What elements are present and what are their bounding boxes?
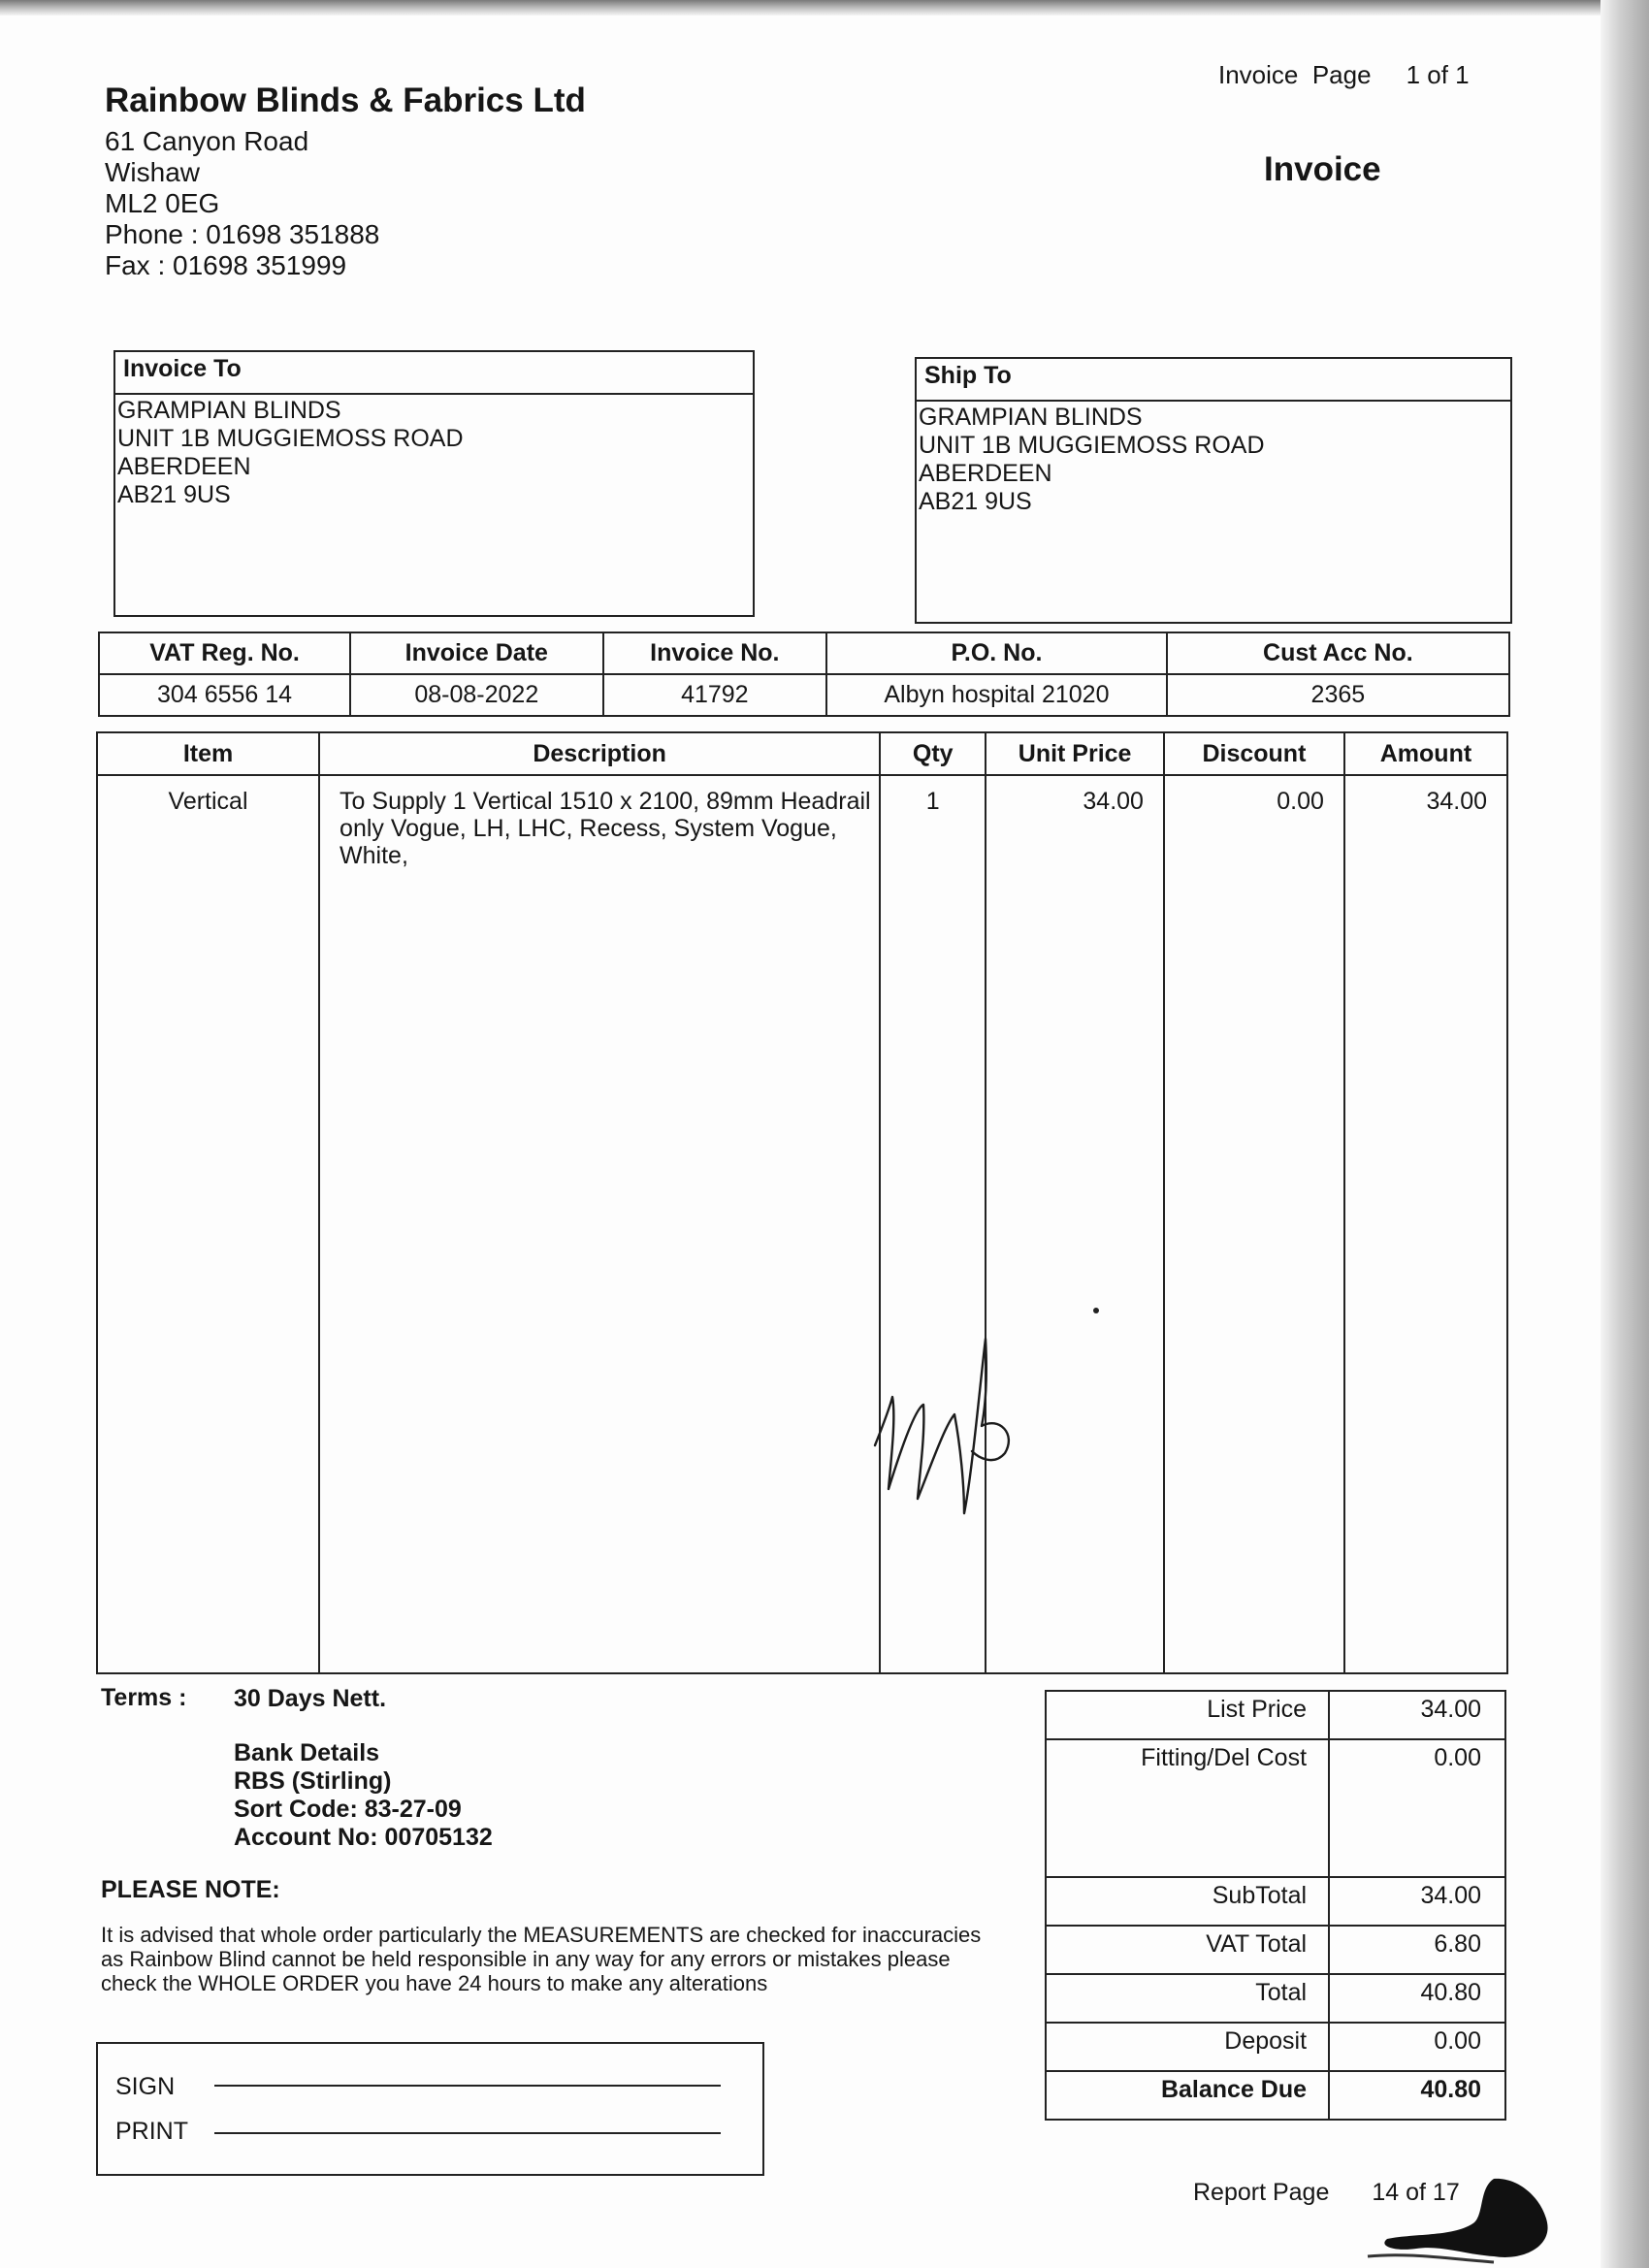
print-line[interactable]	[214, 2132, 721, 2134]
address-line: ABERDEEN	[919, 460, 1052, 487]
address-line: UNIT 1B MUGGIEMOSS ROAD	[117, 425, 464, 452]
company-name: Rainbow Blinds & Fabrics Ltd	[105, 81, 586, 119]
address-line: UNIT 1B MUGGIEMOSS ROAD	[919, 432, 1265, 459]
discount-cell: 0.00	[1164, 775, 1344, 1673]
total-value: 40.80	[1329, 1974, 1505, 2023]
totals-row	[1046, 1739, 1505, 1877]
address-line: Wishaw	[105, 157, 201, 187]
page-number: 1 of 1	[1406, 60, 1470, 89]
sign-line[interactable]	[214, 2085, 721, 2087]
address-line: GRAMPIAN BLINDS	[117, 397, 341, 424]
note-text: It is advised that whole order particularly the MEASUREMENTS are checked for inaccuracies as Rainbow Blind cannot be held responsible in any way for any errors or mistakes please check the WHOLE ORDER you have 24 hours to make any alterations	[101, 1923, 982, 1995]
address-line: ML2 0EG	[105, 188, 220, 218]
company-phone: Phone : 01698 351888	[105, 219, 380, 249]
totals-row	[1046, 2071, 1505, 2120]
invoice-to-title: Invoice To	[115, 352, 753, 395]
invoice-to-address	[115, 395, 753, 511]
ship-to-address	[917, 402, 1510, 518]
page-label: Invoice Page	[1218, 60, 1372, 89]
report-page-number: 14 of 17	[1372, 2179, 1460, 2206]
unit-price-cell: 34.00	[986, 775, 1164, 1673]
amount-header: Amount	[1344, 732, 1507, 775]
invoice-date-value: 08-08-2022	[350, 674, 602, 716]
document-title: Invoice	[1264, 150, 1381, 188]
po-no-value: Albyn hospital 21020	[826, 674, 1167, 716]
deposit-label: Deposit	[1046, 2023, 1329, 2071]
subtotal-value: 34.00	[1329, 1877, 1505, 1926]
items-header-row	[97, 732, 1507, 775]
vat-reg-value: 304 6556 14	[99, 674, 350, 716]
fitting-value: 0.00	[1329, 1739, 1505, 1877]
print-label: PRINT	[115, 2118, 188, 2145]
invoice-to-box	[113, 350, 755, 617]
line-items-table	[96, 731, 1508, 1674]
discount-header: Discount	[1164, 732, 1344, 775]
meta-value-row	[99, 674, 1509, 716]
description-header: Description	[319, 732, 880, 775]
totals-row	[1046, 1877, 1505, 1926]
meta-header-row	[99, 632, 1509, 674]
amount-cell: 34.00	[1344, 775, 1507, 1673]
invoice-page-info	[1218, 60, 1470, 90]
list-price-value: 34.00	[1329, 1691, 1505, 1739]
ship-to-title: Ship To	[917, 359, 1510, 402]
cust-acc-value: 2365	[1167, 674, 1509, 716]
ship-to-box	[915, 357, 1512, 624]
balance-due-label: Balance Due	[1046, 2071, 1329, 2120]
sign-label: SIGN	[115, 2073, 176, 2100]
bank-line: Bank Details	[234, 1739, 380, 1766]
company-fax: Fax : 01698 351999	[105, 250, 347, 280]
address-line: ABERDEEN	[117, 453, 251, 480]
signature-box	[96, 2042, 764, 2176]
invoice-date-header: Invoice Date	[350, 632, 602, 674]
bank-line: RBS (Stirling)	[234, 1767, 392, 1795]
total-label: Total	[1046, 1974, 1329, 2023]
address-line: AB21 9US	[117, 481, 231, 508]
ink-smudge	[1348, 2169, 1571, 2266]
description-cell: To Supply 1 Vertical 1510 x 2100, 89mm Headrail only Vogue, LH, LHC, Recess, System Vogue, White,	[319, 775, 880, 1673]
totals-row	[1046, 2023, 1505, 2071]
address-line: 61 Canyon Road	[105, 126, 309, 156]
terms-value: 30 Days Nett.	[234, 1685, 387, 1712]
po-no-header: P.O. No.	[826, 632, 1167, 674]
qty-header: Qty	[880, 732, 986, 775]
table-row	[97, 775, 1507, 1673]
totals-row	[1046, 1974, 1505, 2023]
bank-details	[234, 1739, 493, 1852]
fitting-label: Fitting/Del Cost	[1046, 1739, 1329, 1877]
company-address	[105, 126, 379, 281]
stray-dot	[1093, 1308, 1099, 1313]
list-price-label: List Price	[1046, 1691, 1329, 1739]
totals-table	[1045, 1690, 1506, 2121]
item-cell: Vertical	[97, 775, 319, 1673]
note-title: PLEASE NOTE:	[101, 1876, 280, 1903]
bank-line: Account No: 00705132	[234, 1824, 493, 1851]
vat-total-label: VAT Total	[1046, 1926, 1329, 1974]
vat-reg-header: VAT Reg. No.	[99, 632, 350, 674]
report-page-label: Report Page	[1193, 2179, 1330, 2206]
balance-due-value: 40.80	[1329, 2071, 1505, 2120]
handwritten-initials	[863, 1329, 1038, 1542]
item-header: Item	[97, 732, 319, 775]
totals-row	[1046, 1926, 1505, 1974]
address-line: GRAMPIAN BLINDS	[919, 404, 1143, 431]
bank-line: Sort Code: 83-27-09	[234, 1796, 462, 1823]
scan-right-shadow	[1600, 0, 1649, 2268]
scan-top-shadow	[0, 0, 1649, 16]
unit-price-header: Unit Price	[986, 732, 1164, 775]
terms-label: Terms :	[101, 1684, 187, 1711]
cust-acc-header: Cust Acc No.	[1167, 632, 1509, 674]
qty-cell: 1	[880, 775, 986, 1673]
subtotal-label: SubTotal	[1046, 1877, 1329, 1926]
deposit-value: 0.00	[1329, 2023, 1505, 2071]
invoice-no-value: 41792	[603, 674, 827, 716]
invoice-no-header: Invoice No.	[603, 632, 827, 674]
invoice-meta-table	[98, 632, 1510, 717]
vat-total-value: 6.80	[1329, 1926, 1505, 1974]
totals-row	[1046, 1691, 1505, 1739]
address-line: AB21 9US	[919, 488, 1032, 515]
